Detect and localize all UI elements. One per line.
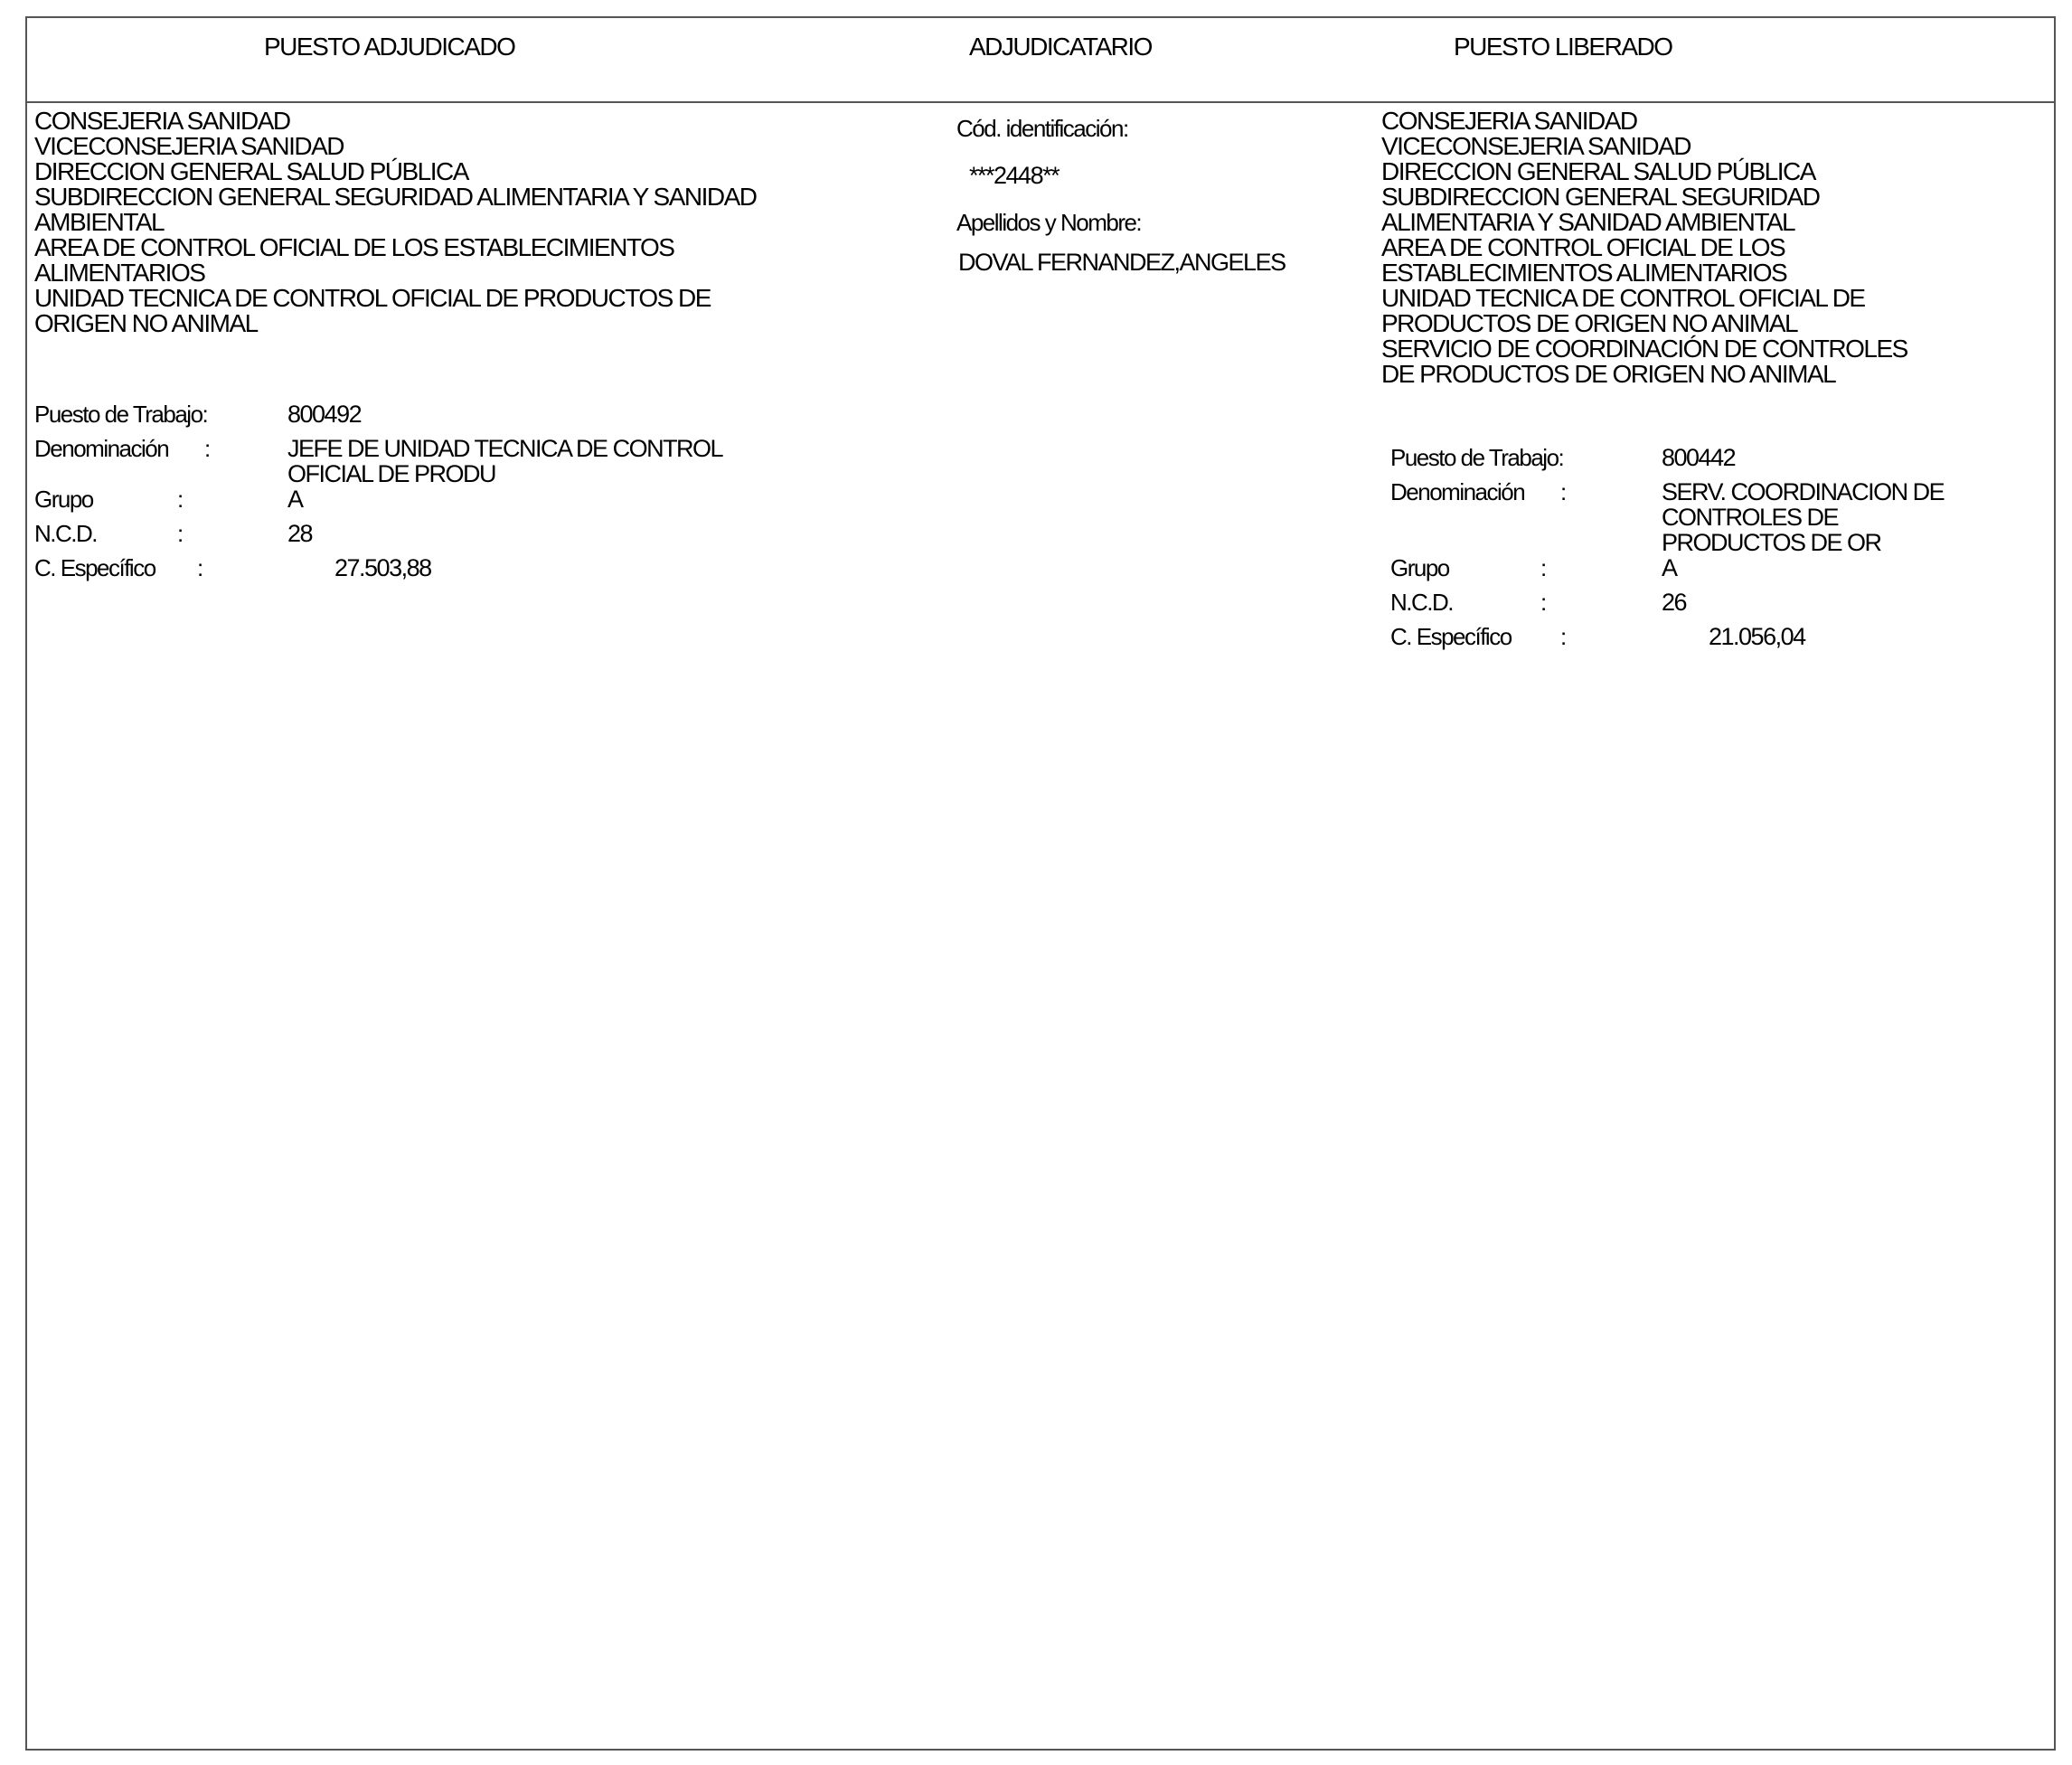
org-line: UNIDAD TECNICA DE CONTROL OFICIAL DE	[1381, 284, 1865, 312]
denominacion-line: SERV. COORDINACION DE	[1662, 478, 1945, 505]
denominacion-line: JEFE DE UNIDAD TECNICA DE CONTROL	[287, 435, 723, 462]
org-line: DIRECCION GENERAL SALUD PÚBLICA	[34, 157, 468, 185]
apellidos-nombre-value: DOVAL FERNANDEZ,ANGELES	[958, 249, 1286, 276]
adjudicado-puesto-label: Puesto de Trabajo:	[34, 401, 208, 428]
liberado-especifico-value: 21.056,04	[1709, 623, 1805, 650]
adjudicado-grupo-value: A	[287, 486, 303, 513]
adjudicado-grupo-colon: :	[177, 486, 183, 513]
org-line: AMBIENTAL	[34, 208, 165, 236]
org-line: AREA DE CONTROL OFICIAL DE LOS	[1381, 233, 1785, 261]
liberado-grupo-value: A	[1662, 554, 1677, 581]
liberado-especifico-colon: :	[1560, 623, 1566, 650]
cod-identificacion-value: ***2448**	[969, 162, 1060, 189]
liberado-puesto-label: Puesto de Trabajo:	[1390, 444, 1564, 471]
liberado-denominacion-colon: :	[1560, 478, 1566, 505]
org-line: SERVICIO DE COORDINACIÓN DE CONTROLES	[1381, 335, 1907, 363]
org-line: SUBDIRECCION GENERAL SEGURIDAD ALIMENTARIA Y SANIDAD	[34, 183, 757, 211]
adjudicado-ncd-value: 28	[287, 520, 313, 547]
cod-identificacion-label: Cód. identificación:	[956, 115, 1128, 142]
liberado-org-list	[1381, 109, 1907, 387]
denominacion-line: PRODUCTOS DE OR	[1662, 529, 1881, 556]
adjudicado-grupo-label: Grupo	[34, 486, 93, 513]
liberado-especifico-label: C. Específico	[1390, 623, 1512, 650]
org-line: ALIMENTARIOS	[34, 259, 205, 287]
org-line: PRODUCTOS DE ORIGEN NO ANIMAL	[1381, 309, 1798, 337]
liberado-ncd-colon: :	[1540, 589, 1546, 616]
org-line: VICECONSEJERIA SANIDAD	[1381, 132, 1691, 160]
header-puesto-adjudicado: PUESTO ADJUDICADO	[264, 33, 515, 61]
liberado-grupo-label: Grupo	[1390, 554, 1449, 581]
liberado-denominacion-label: Denominación	[1390, 478, 1525, 505]
org-line: CONSEJERIA SANIDAD	[34, 107, 290, 135]
adjudicado-especifico-colon: :	[197, 554, 202, 581]
org-line: ORIGEN NO ANIMAL	[34, 309, 258, 337]
denominacion-line: CONTROLES DE	[1662, 504, 1839, 531]
header-adjudicatario: ADJUDICATARIO	[969, 33, 1152, 61]
adjudicado-especifico-value: 27.503,88	[334, 554, 431, 581]
org-line: SUBDIRECCION GENERAL SEGURIDAD	[1381, 183, 1820, 211]
liberado-ncd-label: N.C.D.	[1390, 589, 1453, 616]
adjudicado-ncd-colon: :	[177, 520, 183, 547]
liberado-grupo-colon: :	[1540, 554, 1546, 581]
liberado-denominacion-value	[1662, 479, 1944, 555]
apellidos-nombre-label: Apellidos y Nombre:	[956, 209, 1142, 236]
org-line: UNIDAD TECNICA DE CONTROL OFICIAL DE PRODUCTOS DE	[34, 284, 711, 312]
header-divider	[25, 101, 2056, 103]
liberado-puesto-value: 800442	[1662, 444, 1736, 471]
adjudicado-puesto-value: 800492	[287, 401, 362, 428]
org-line: VICECONSEJERIA SANIDAD	[34, 132, 344, 160]
org-line: AREA DE CONTROL OFICIAL DE LOS ESTABLECIMIENTOS	[34, 233, 674, 261]
org-line: DE PRODUCTOS DE ORIGEN NO ANIMAL	[1381, 360, 1836, 388]
adjudicado-ncd-label: N.C.D.	[34, 520, 97, 547]
adjudicado-org-list	[34, 109, 757, 336]
org-line: DIRECCION GENERAL SALUD PÚBLICA	[1381, 157, 1815, 185]
liberado-ncd-value: 26	[1662, 589, 1687, 616]
adjudicado-especifico-label: C. Específico	[34, 554, 155, 581]
header-puesto-liberado: PUESTO LIBERADO	[1454, 33, 1672, 61]
org-line: CONSEJERIA SANIDAD	[1381, 107, 1637, 135]
org-line: ESTABLECIMIENTOS ALIMENTARIOS	[1381, 259, 1787, 287]
adjudicado-denominacion-label: Denominación	[34, 435, 169, 462]
adjudicado-denominacion-colon: :	[204, 435, 210, 462]
adjudicado-denominacion-value	[287, 436, 722, 486]
org-line: ALIMENTARIA Y SANIDAD AMBIENTAL	[1381, 208, 1795, 236]
denominacion-line: OFICIAL DE PRODU	[287, 460, 496, 487]
